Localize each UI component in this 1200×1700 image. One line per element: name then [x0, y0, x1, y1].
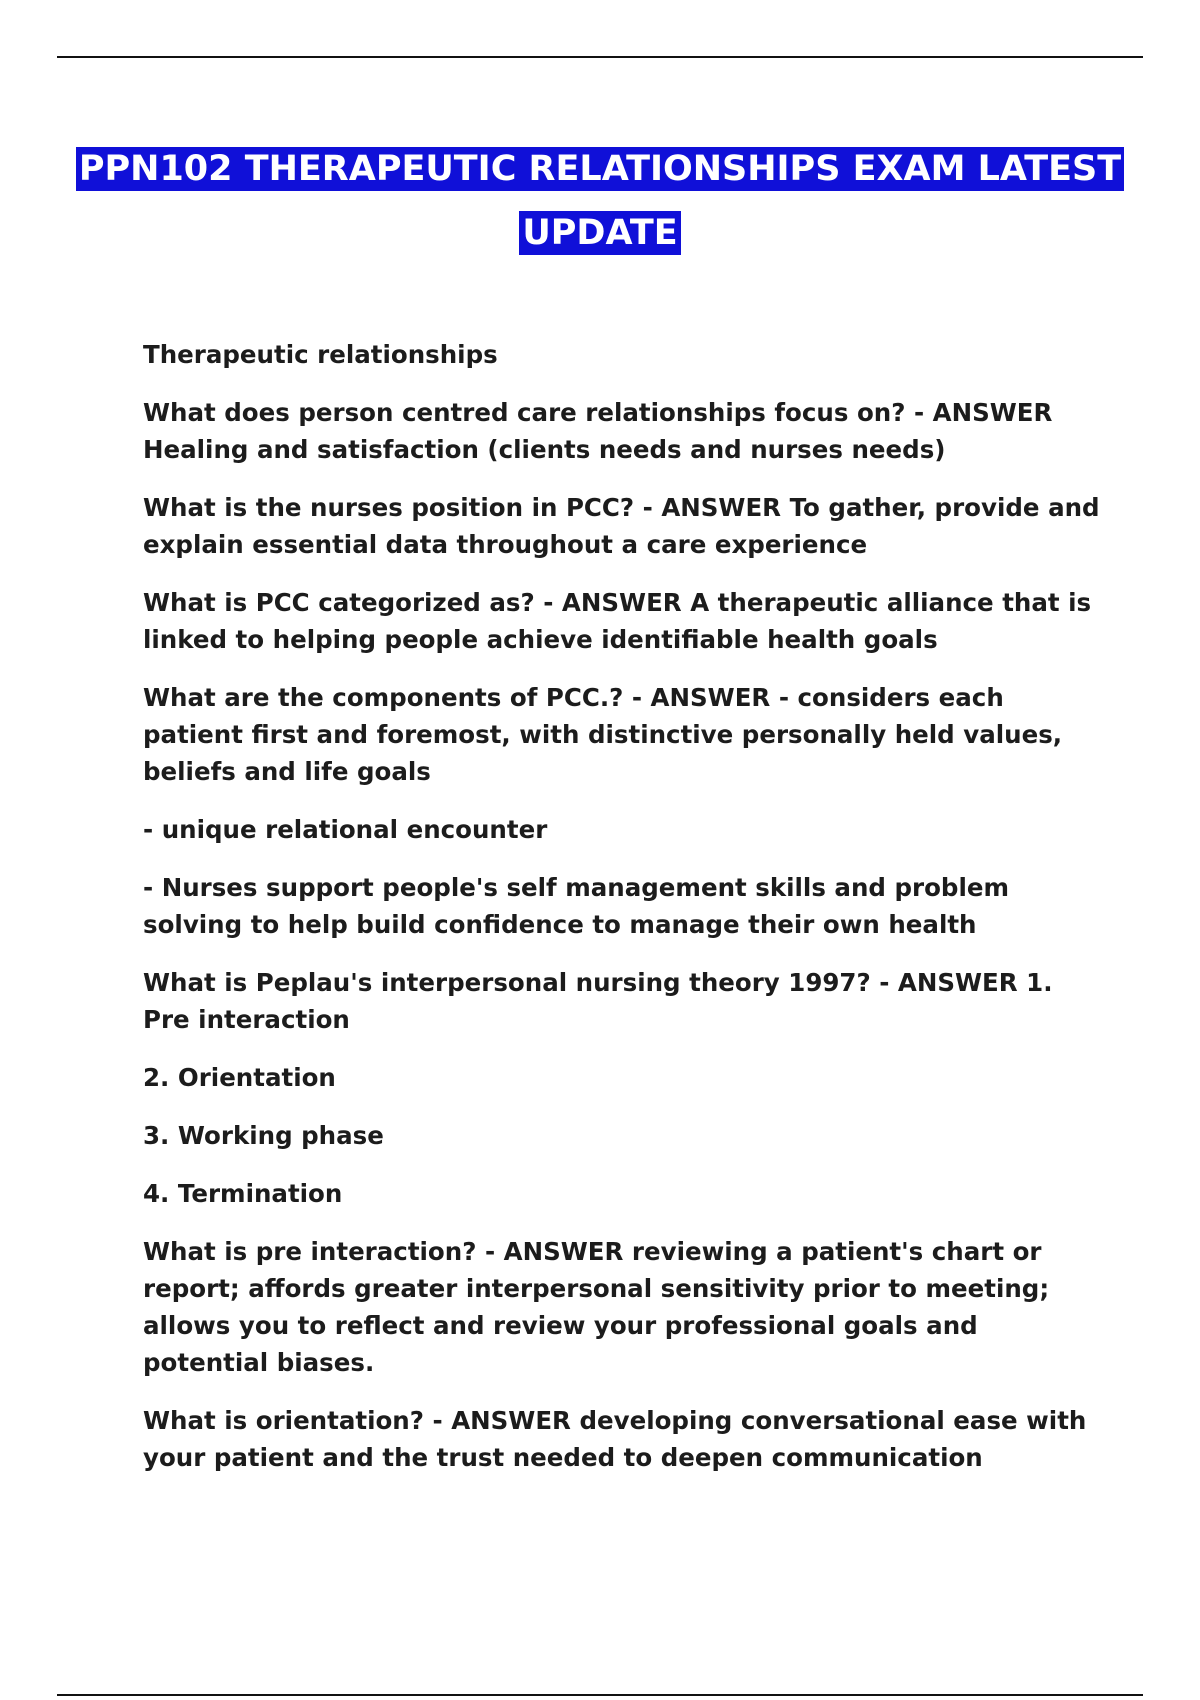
- qa-paragraph: What is Peplau's interpersonal nursing theory 1997? - ANSWER 1. Pre interaction: [143, 968, 1053, 1034]
- qa-paragraph: What does person centred care relationships focus on? - ANSWER Healing and satisfaction (clients needs and nurses needs): [143, 398, 1053, 464]
- document-body: [143, 336, 1103, 1497]
- document-title: PPN102 THERAPEUTIC RELATIONSHIPS EXAM LATEST UPDATE: [76, 147, 1124, 255]
- list-item: 3. Working phase: [143, 1121, 384, 1150]
- qa-paragraph: What is the nurses position in PCC? - ANSWER To gather, provide and explain essential data throughout a care experience: [143, 493, 1100, 559]
- list-item: - unique relational encounter: [143, 815, 548, 844]
- list-item: 2. Orientation: [143, 1063, 336, 1092]
- list-item: - Nurses support people's self management skills and problem solving to help build confidence to manage their own health: [143, 873, 1010, 939]
- qa-paragraph: What is orientation? - ANSWER developing conversational ease with your patient and the trust needed to deepen communication: [143, 1406, 1087, 1472]
- header-rule: [57, 56, 1143, 58]
- qa-paragraph: What is PCC categorized as? - ANSWER A therapeutic alliance that is linked to helping people achieve identifiable health goals: [143, 588, 1092, 654]
- document-title-block: [0, 140, 1200, 268]
- qa-paragraph: What is pre interaction? - ANSWER reviewing a patient's chart or report; affords greater interpersonal sensitivity prior to meeting; allows you to reflect and review your professional goals and potential biases.: [143, 1237, 1050, 1377]
- qa-paragraph: What are the components of PCC.? - ANSWER - considers each patient first and foremost, with distinctive personally held values, beliefs and life goals: [143, 683, 1063, 786]
- list-item: 4. Termination: [143, 1179, 343, 1208]
- paragraph-heading: Therapeutic relationships: [143, 340, 498, 369]
- footer-rule: [57, 1694, 1143, 1696]
